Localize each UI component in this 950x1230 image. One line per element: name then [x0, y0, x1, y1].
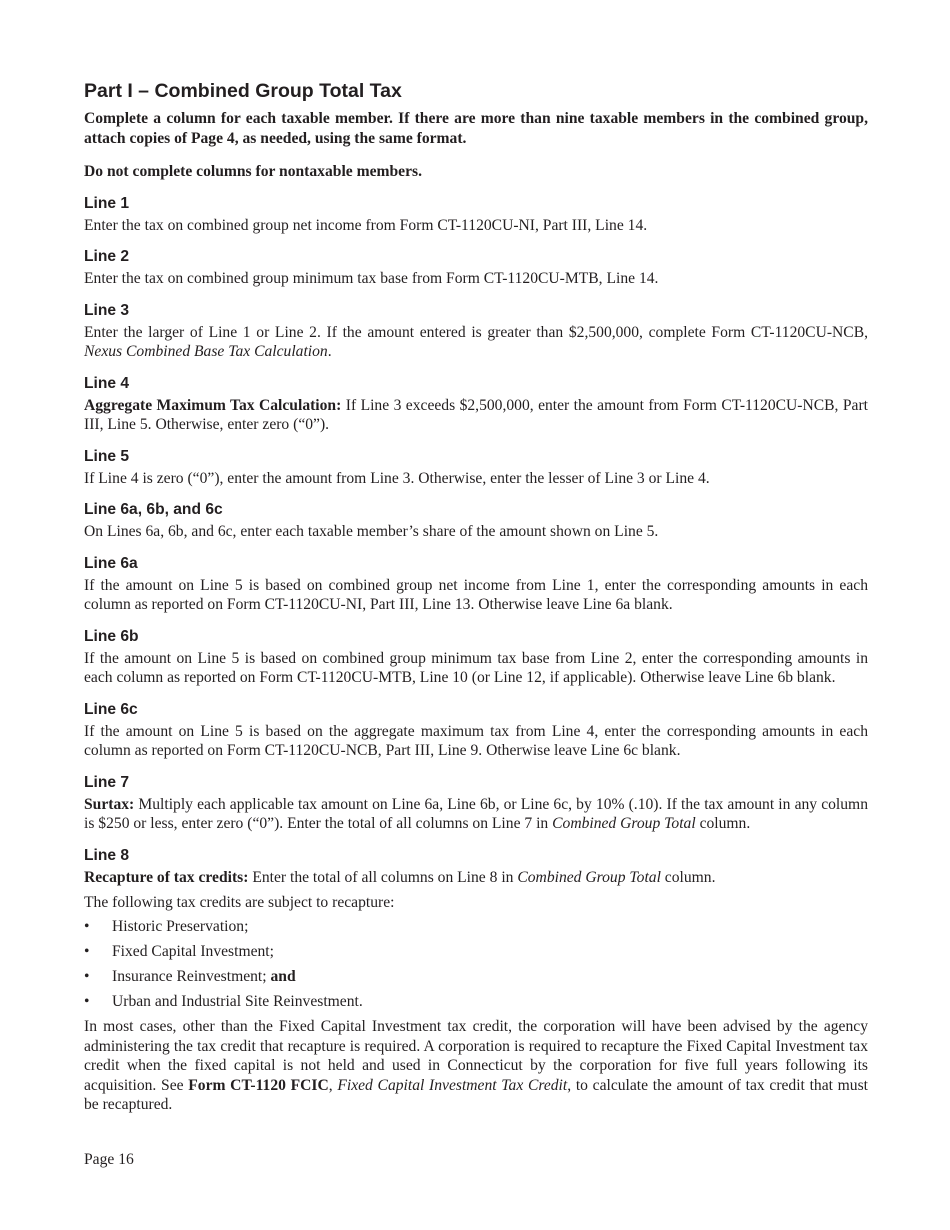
recapture-explanation [84, 1017, 868, 1115]
page-title: Part I – Combined Group Total Tax [84, 80, 402, 102]
line-8-heading: Line 8 [84, 846, 130, 864]
nontaxable-note: Do not complete columns for nontaxable members. [84, 163, 422, 180]
line-8-text-end: column. [660, 868, 716, 886]
line-7-text [84, 795, 868, 834]
form-title: Fixed Capital Investment Tax Credit [337, 1076, 568, 1094]
list-item [84, 917, 868, 937]
list-item-text: Fixed Capital Investment; [112, 942, 274, 960]
line-6a-section [84, 554, 868, 615]
line-6b-heading: Line 6b [84, 627, 139, 645]
line-1-heading: Line 1 [84, 194, 130, 212]
line-7-column-name: Combined Group Total [552, 815, 696, 832]
line-4-heading: Line 4 [84, 374, 130, 392]
bullet-icon: • [84, 917, 90, 935]
line-4-section [84, 374, 868, 435]
line-6c-section [84, 700, 868, 761]
line-7-lead: Surtax: [84, 795, 135, 813]
line-6-heading: Line 6a, 6b, and 6c [84, 501, 223, 518]
document-page [84, 78, 868, 1115]
list-item-and: and [270, 967, 296, 985]
line-3-form-title: Nexus Combined Base Tax Calculation [84, 343, 328, 360]
line-3-heading: Line 3 [84, 301, 130, 319]
line-4-text-main: If Line 3 exceeds $2,500,000, enter the amount from Form CT-1120CU-NCB, Part III, Line 5. Otherwise, enter zero (“0”). [84, 396, 869, 433]
line-2-section [84, 247, 868, 289]
intro-instructions: Complete a column for each taxable member. If there are more than nine taxable members in the combined group, attach copies of Page 4, as needed, using the same format. [84, 110, 868, 147]
line-4-text [84, 396, 868, 435]
list-item [84, 992, 868, 1012]
line-6a-text: If the amount on Line 5 is based on combined group net income from Line 1, enter the corresponding amounts in each column as reported on Form CT-1120CU-NI, Part III, Line 13. Otherwise leave Line 6a blank. [84, 576, 868, 613]
line-3-text-main: Enter the larger of Line 1 or Line 2. If the amount entered is greater than $2,500,000, complete Form CT-1120CU-NCB, [84, 323, 868, 341]
recapture-text-b: , [328, 1076, 338, 1094]
list-item-text: Insurance Reinvestment; [112, 967, 271, 985]
page-number: Page 16 [84, 1151, 134, 1168]
list-item-text: Historic Preservation; [112, 917, 249, 935]
line-7-text-main: Multiply each applicable tax amount on Line 6a, Line 6b, or Line 6c, by 10% (.10). If the tax amount in any column is $250 or less, enter zero (“0”). Enter the total of all columns on Line 7 in [84, 795, 868, 832]
recapture-credits-list [84, 917, 868, 1012]
line-6c-text: If the amount on Line 5 is based on the aggregate maximum tax from Line 4, enter the corresponding amounts in each column as reported on Form CT-1120CU-NCB, Part III, Line 9. Otherwise leave Line 6c blank. [84, 722, 868, 759]
line-3-text [84, 323, 868, 362]
recapture-list-intro: The following tax credits are subject to recapture: [84, 894, 395, 911]
line-4-lead: Aggregate Maximum Tax Calculation: [84, 396, 342, 414]
recapture-text-c: , to calculate the amount of tax credit that must be recaptured. [84, 1076, 868, 1113]
recapture-text-a: In most cases, other than the Fixed Capital Investment tax credit, the corporation will have been advised by the agency administering the tax credit that recapture is required. A corporation is required to recapture the Fixed Capital Investment tax credit when the fixed capital is not held and used in Connecticut by the corporation for five full years following its acquisition. See [84, 1018, 868, 1094]
line-7-text-end: column. [695, 815, 751, 832]
bullet-icon: • [84, 942, 90, 960]
line-2-heading: Line 2 [84, 248, 130, 265]
line-3-section [84, 301, 868, 362]
list-item [84, 967, 868, 987]
line-6-section [84, 500, 868, 542]
line-8-section [84, 846, 868, 1115]
line-5-text: If Line 4 is zero (“0”), enter the amount from Line 3. Otherwise, enter the lesser of Line 3 or Line 4. [84, 469, 710, 487]
bullet-icon: • [84, 992, 90, 1010]
line-1-text: Enter the tax on combined group net income from Form CT-1120CU-NI, Part III, Line 14. [84, 216, 648, 234]
line-2-text: Enter the tax on combined group minimum tax base from Form CT-1120CU-MTB, Line 14. [84, 270, 659, 287]
line-7-section [84, 773, 868, 834]
line-1-section [84, 194, 868, 236]
line-8-text-main: Enter the total of all columns on Line 8 in [248, 868, 518, 886]
line-7-heading: Line 7 [84, 773, 130, 791]
list-item [84, 942, 868, 962]
line-6-text: On Lines 6a, 6b, and 6c, enter each taxable member’s share of the amount shown on Line 5. [84, 523, 659, 540]
line-6a-heading: Line 6a [84, 554, 138, 572]
line-6b-section [84, 627, 868, 688]
line-8-text [84, 868, 868, 888]
list-item-text: Urban and Industrial Site Reinvestment. [112, 992, 363, 1010]
line-6c-heading: Line 6c [84, 700, 138, 718]
line-6b-text: If the amount on Line 5 is based on combined group minimum tax base from Line 2, enter the corresponding amounts in each column as reported on Form CT-1120CU-MTB, Line 10 (or Line 12, if applicable). Otherwise leave Line 6b blank. [84, 649, 868, 686]
line-5-heading: Line 5 [84, 447, 130, 465]
form-reference: Form CT-1120 FCIC [188, 1076, 329, 1094]
line-8-lead: Recapture of tax credits: [84, 868, 249, 886]
bullet-icon: • [84, 967, 90, 985]
line-5-section [84, 447, 868, 489]
line-8-column-name: Combined Group Total [517, 868, 661, 886]
line-3-text-end: . [327, 343, 332, 360]
